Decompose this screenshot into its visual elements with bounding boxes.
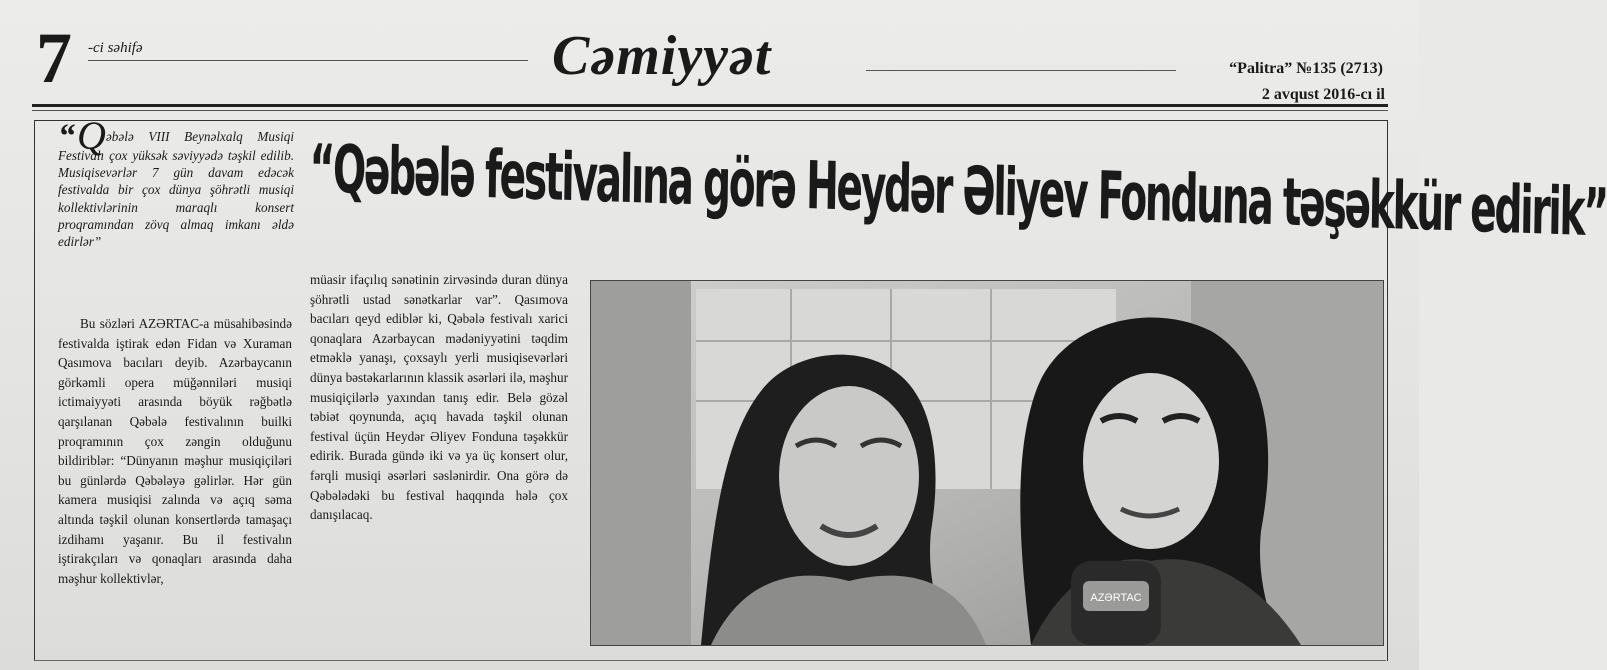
- section-title: Cəmiyyət: [552, 25, 772, 87]
- bottom-rule: [34, 660, 1386, 661]
- photo-icon: [591, 281, 1383, 645]
- issue-number: “Palitra” №135 (2713): [1229, 60, 1383, 77]
- article-column-1: [58, 314, 292, 588]
- header-divider: [32, 104, 1388, 107]
- microphone-logo: AZƏRTAC: [1090, 592, 1142, 604]
- header-divider-thin: [32, 110, 1388, 111]
- page-number: 7: [36, 18, 70, 98]
- header-rule-right: [866, 70, 1176, 71]
- article-headline: “Qəbələ festivalına görə Heydər Əliyev Fonduna təşəkkür edirik”: [308, 130, 1607, 252]
- quote-mark: “: [58, 118, 75, 155]
- drop-cap: Q: [77, 113, 106, 158]
- lead-quote-text: əbələ VIII Beynəlxalq Musiqi Festivalı çox yüksək səviyyədə təşkil edilib. Musiqisevərlər 7 gün davam edəcək festivalda bir çox dünya şöhrətli musiqi kollektivlərinin maraqlı konsert proqramından zövq almaq imkanı əldə edirlər”: [58, 129, 294, 250]
- article-photo: [590, 280, 1384, 646]
- issue-date: 2 avqust 2016-cı il: [1261, 86, 1385, 103]
- header-rule-left: [88, 60, 528, 61]
- article-column-2: [310, 270, 568, 525]
- page-number-suffix: -ci səhifə: [88, 40, 143, 56]
- column-1-text: Bu sözləri AZƏRTAC-a müsahibəsində festivalda iştirak edən Fidan və Xuraman Qasımova bacıları deyib. Azərbaycanın görkəmli opera müğənniləri musiqi ictimaiyyəti arasında böyük rəğbətlə qarşılanan Qəbələ festivalının builki proqramının çox zəngin olduğunu bildiriblər: “Dünyanın məşhur musiqiçiləri bu günlərdə Qəbələyə gəlirlər. Hər gün kamera musiqisi zalında və açıq səma altında təşkil olunan konsertlərdə tamaşaçı izdihamı yaşanır. Bu il festivalın iştirakçıları və qonaqları arasında daha məşhur kollektivlər,: [58, 316, 292, 586]
- column-2-text: müasir ifaçılıq sənətinin zirvəsində duran dünya şöhrətli ustad sənətkarlar var”. Qasımova bacıları qeyd ediblər ki, Qəbələ festivalı xarici qonaqlara Azərbaycan mədəniyyətini təqdim etməklə yanaşı, çoxsaylı yerli musiqisevərləri dünya bəstəkarlarının klassik əsərləri ilə, məşhur musiqiçilərlə yaxından tanış edir. Belə gözəl təbiət qoynunda, açıq havada təşkil olunan festival üçün Heydər Əliyev Fonduna təşəkkür edirik. Burada gündə iki və ya üç konsert olur, fərqli musiqi əsərləri səslənirdir. Ona görə də Qəbələdəki bu festival haqqında hələ çox danışılacaq.: [310, 272, 568, 523]
- lead-quote: [58, 113, 294, 250]
